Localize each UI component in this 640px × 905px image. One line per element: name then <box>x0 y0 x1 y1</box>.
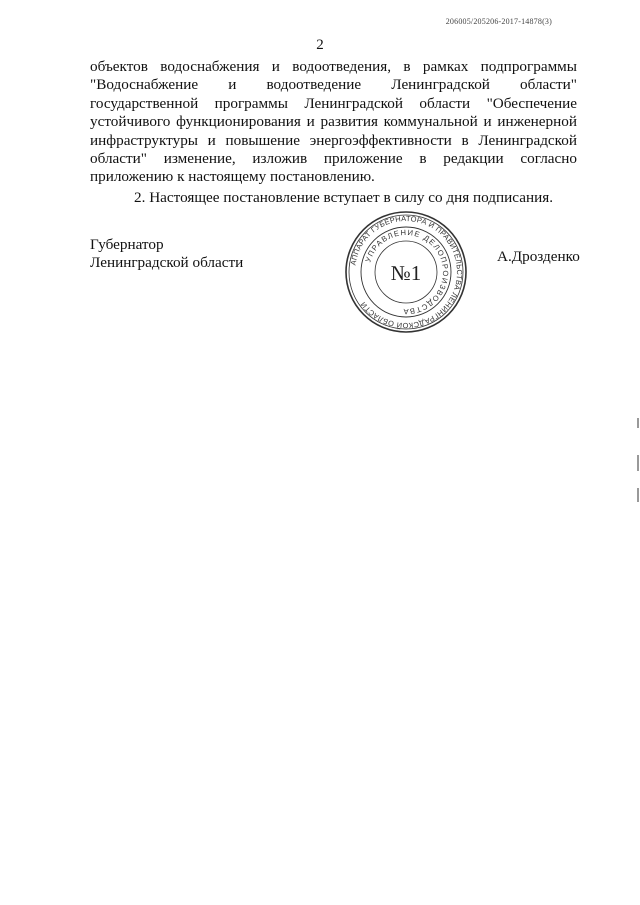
page-number: 2 <box>316 37 324 53</box>
official-seal-stamp <box>344 210 468 334</box>
seal-number: №1 <box>390 261 422 285</box>
seal-inner-text: УПРАВЛЕНИЕ ДЕЛОПРОИЗВОДСТВА <box>363 227 451 317</box>
paragraph-1: объектов водоснабжения и водоотведения, в рамках подпрограммы "Водоснабжение и водоотведение Ленинградской области" государственной программы Ленинградской области "Обеспечение устойчивого функционирования и развития коммунальной и инженерной инфраструктуры и повышение энергоэффективности в Ленинградской области" изменение, изложив приложение в редакции согласно приложению к настоящему постановлению. <box>90 58 577 186</box>
scan-edge-mark <box>637 455 639 471</box>
signatory-title-line-2: Ленинградской области <box>90 254 244 272</box>
paragraph-2: 2. Настоящее постановление вступает в силу со дня подписания. <box>134 188 553 206</box>
signatory-name: А.Дрозденко <box>497 248 580 265</box>
seal-outer-text: АППАРАТ ГУБЕРНАТОРА И ПРАВИТЕЛЬСТВА ЛЕНИНГРАДСКОЙ ОБЛАСТИ <box>348 213 465 331</box>
document-body <box>90 58 577 207</box>
signatory-title <box>90 236 243 273</box>
seal-graphic <box>344 210 468 334</box>
scan-edge-mark <box>637 488 639 502</box>
signatory-title-line-1: Губернатор <box>90 236 164 253</box>
scan-edge-mark <box>637 418 639 428</box>
document-registration-number: 206005/205206-2017-14878(3) <box>445 17 552 26</box>
